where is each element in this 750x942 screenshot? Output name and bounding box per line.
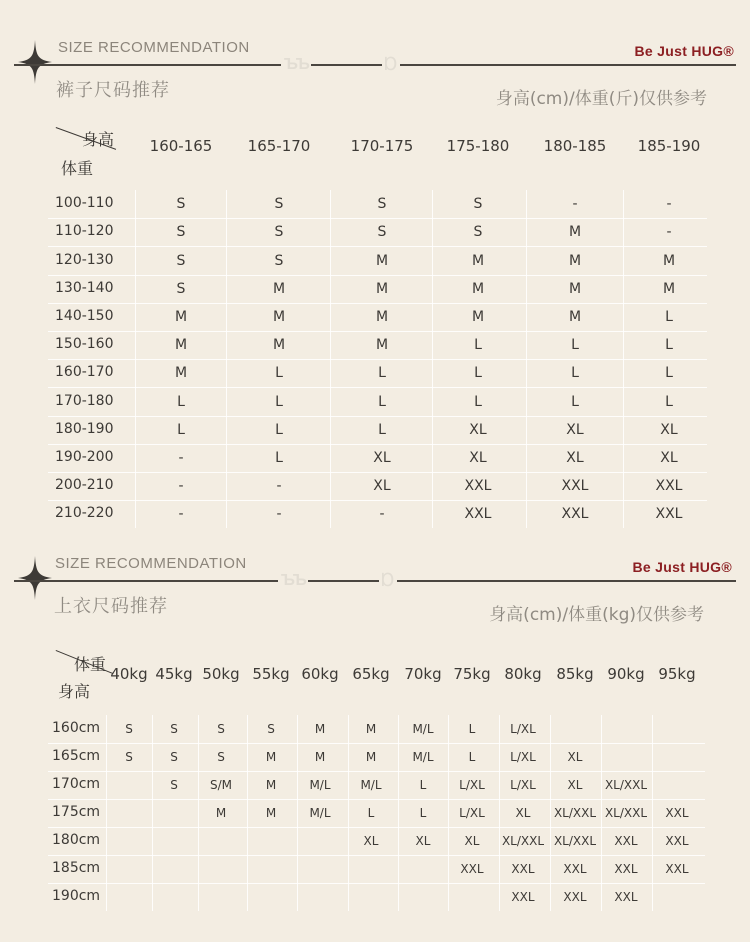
size-cell: S [170, 778, 178, 792]
corner-top-label: 体重 [74, 655, 107, 674]
sparkle-icon [18, 556, 52, 600]
size-cell: XXL [665, 834, 689, 848]
row-label: 150-160 [55, 336, 114, 353]
grid-col-divider [330, 190, 331, 528]
size-cell: L [665, 365, 673, 382]
size-cell: S [274, 224, 284, 241]
size-cell: M [375, 337, 389, 354]
grid-row-divider [48, 855, 705, 856]
size-cell: XL [469, 449, 487, 466]
size-cell: XL [373, 478, 391, 495]
size-cell: L [665, 337, 673, 354]
size-cell: S [125, 722, 133, 736]
size-cell: XL [469, 421, 487, 438]
column-header: 85kg [556, 665, 594, 683]
size-cell: M [272, 337, 286, 354]
size-cell: L/XL [510, 750, 536, 764]
size-cell: XXL [655, 478, 683, 495]
grid-col-divider [152, 715, 153, 911]
size-cell: XL/XXL [553, 834, 597, 848]
grid-row-divider [48, 500, 707, 501]
size-cell: S/M [209, 778, 232, 792]
header-rule [14, 580, 736, 582]
column-header: 75kg [453, 665, 491, 683]
size-cell: L [468, 722, 476, 736]
size-cell: - [379, 506, 385, 523]
size-cell: - [276, 506, 282, 523]
size-cell: S [267, 722, 275, 736]
size-cell: L [419, 806, 427, 820]
column-header: 80kg [504, 665, 542, 683]
header-rule [14, 64, 736, 66]
size-cell: S [377, 224, 387, 241]
size-cell: XXL [563, 862, 587, 876]
size-cell: S [377, 196, 387, 213]
size-cell: L [275, 365, 283, 382]
watermark-mark: ЪЪ [281, 56, 311, 74]
size-cell: XXL [614, 862, 638, 876]
row-label: 110-120 [55, 223, 114, 240]
corner-bottom-label: 体重 [61, 159, 94, 178]
grid-row-divider [48, 827, 705, 828]
size-cell: L [378, 393, 386, 410]
size-cell: M [265, 750, 277, 764]
column-header: 50kg [202, 665, 240, 683]
size-cell: M [568, 252, 582, 269]
size-cell: L [177, 421, 185, 438]
row-label: 180cm [52, 832, 101, 848]
tops-size-section [0, 540, 750, 942]
size-cell: M [662, 252, 676, 269]
row-label: 160cm [52, 720, 101, 736]
size-cell: - [666, 224, 672, 241]
size-cell: M [174, 365, 188, 382]
size-cell: S [170, 750, 178, 764]
size-cell: XXL [561, 478, 589, 495]
size-cell: L/XL [459, 806, 485, 820]
size-cell: XXL [464, 506, 492, 523]
grid-col-divider [226, 190, 227, 528]
size-cell: L/XL [510, 778, 536, 792]
size-cell: L [419, 778, 427, 792]
corner-top-label: 身高 [82, 130, 115, 149]
size-cell: M [568, 308, 582, 325]
grid-row-divider [48, 743, 705, 744]
row-label: 185cm [52, 860, 101, 876]
size-cell: M [471, 252, 485, 269]
size-cell: L [378, 421, 386, 438]
size-cell: - [276, 478, 282, 495]
size-cell: XL [566, 421, 584, 438]
watermark-mark: Ɒ [384, 54, 399, 74]
size-cell: S [176, 196, 186, 213]
grid-row-divider [48, 771, 705, 772]
column-header: 180-185 [543, 137, 607, 155]
size-cell: M [568, 280, 582, 297]
size-cell: L [665, 308, 673, 325]
column-header: 65kg [352, 665, 390, 683]
size-cell: - [178, 478, 184, 495]
size-cell: L [378, 365, 386, 382]
reference-note: 身高(cm)/体重(斤)仅供参考 [495, 89, 707, 109]
size-cell: L [571, 365, 579, 382]
row-label: 170cm [52, 776, 101, 792]
size-cell: - [572, 196, 578, 213]
table-corner-header [56, 127, 136, 178]
row-label: 175cm [52, 804, 101, 820]
size-cell: - [666, 196, 672, 213]
size-cell: XL [567, 750, 583, 764]
size-cell: M [314, 750, 326, 764]
size-cell: M [215, 806, 227, 820]
sparkle-icon [18, 40, 52, 84]
size-cell: XXL [655, 506, 683, 523]
grid-row-divider [48, 359, 707, 360]
page-title: 上衣尺码推荐 [54, 596, 168, 617]
row-label: 165cm [52, 748, 101, 764]
size-cell: M/L [360, 778, 382, 792]
size-cell: M [174, 308, 188, 325]
size-cell: XL [415, 834, 431, 848]
size-cell: XXL [614, 890, 638, 904]
size-cell: S [217, 722, 225, 736]
size-cell: XL/XXL [501, 834, 545, 848]
size-cell: M [471, 308, 485, 325]
watermark-mark: ЪЪ [278, 572, 308, 590]
watermark-mark: Ɒ [381, 570, 396, 590]
size-cell: L [367, 806, 375, 820]
brand-logo: Be Just HUG® [632, 559, 732, 575]
size-cell: L [275, 421, 283, 438]
size-cell: XL [515, 806, 531, 820]
size-cell: M [265, 778, 277, 792]
grid-col-divider [135, 190, 136, 528]
column-header: 165-170 [247, 137, 311, 155]
grid-row-divider [48, 275, 707, 276]
row-label: 190cm [52, 888, 101, 904]
size-cell: - [178, 449, 184, 466]
row-label: 140-150 [55, 307, 114, 324]
row-label: 160-170 [55, 364, 114, 381]
page-title: 裤子尺码推荐 [56, 80, 170, 101]
grid-row-divider [48, 303, 707, 304]
size-cell: S [274, 196, 284, 213]
grid-row-divider [48, 331, 707, 332]
size-cell: L/XL [459, 778, 485, 792]
size-cell: XXL [665, 862, 689, 876]
grid-col-divider [106, 715, 107, 911]
size-cell: M [471, 280, 485, 297]
column-header: 95kg [658, 665, 696, 683]
grid-row-divider [48, 387, 707, 388]
size-cell: XL [566, 449, 584, 466]
size-cell: M/L [309, 806, 331, 820]
size-cell: XL [464, 834, 480, 848]
column-header: 45kg [155, 665, 193, 683]
grid-row-divider [48, 416, 707, 417]
corner-bottom-label: 身高 [58, 682, 91, 701]
size-cell: M [662, 280, 676, 297]
row-label: 120-130 [55, 251, 114, 268]
size-cell: M [314, 722, 326, 736]
size-cell: - [178, 506, 184, 523]
size-cell: L [571, 393, 579, 410]
row-label: 170-180 [55, 392, 114, 409]
size-cell: M [272, 308, 286, 325]
size-cell: S [125, 750, 133, 764]
size-cell: L [474, 393, 482, 410]
grid-row-divider [48, 246, 707, 247]
size-cell: S [176, 224, 186, 241]
size-cell: M [265, 806, 277, 820]
grid-row-divider [48, 218, 707, 219]
size-cell: M [375, 280, 389, 297]
size-cell: S [217, 750, 225, 764]
column-header: 160-165 [149, 137, 213, 155]
size-cell: XL/XXL [553, 806, 597, 820]
size-cell: XXL [511, 890, 535, 904]
size-cell: M [174, 337, 188, 354]
size-cell: S [473, 196, 483, 213]
size-cell: XL [660, 449, 678, 466]
row-label: 100-110 [55, 195, 114, 212]
section-label: SIZE RECOMMENDATION [55, 555, 247, 572]
size-cell: L [468, 750, 476, 764]
size-cell: XL/XXL [604, 778, 648, 792]
size-cell: M/L [309, 778, 331, 792]
grid-col-divider [623, 190, 624, 528]
size-cell: XXL [460, 862, 484, 876]
size-cell: M [365, 722, 377, 736]
size-cell: M/L [412, 750, 434, 764]
grid-row-divider [48, 444, 707, 445]
row-label: 200-210 [55, 477, 114, 494]
size-cell: XL [363, 834, 379, 848]
row-label: 180-190 [55, 420, 114, 437]
size-cell: S [473, 224, 483, 241]
size-cell: L [275, 449, 283, 466]
size-cell: M [375, 308, 389, 325]
size-cell: XXL [561, 506, 589, 523]
column-header: 185-190 [637, 137, 701, 155]
size-cell: XXL [511, 862, 535, 876]
size-cell: XXL [614, 834, 638, 848]
size-cell: XXL [563, 890, 587, 904]
size-cell: XXL [464, 478, 492, 495]
grid-row-divider [48, 799, 705, 800]
size-cell: S [170, 722, 178, 736]
grid-row-divider [48, 883, 705, 884]
grid-row-divider [48, 472, 707, 473]
column-header: 55kg [252, 665, 290, 683]
column-header: 175-180 [446, 137, 510, 155]
size-cell: L [474, 337, 482, 354]
size-cell: L [665, 393, 673, 410]
column-header: 90kg [607, 665, 645, 683]
size-cell: L [571, 337, 579, 354]
column-header: 70kg [404, 665, 442, 683]
size-cell: XL [660, 421, 678, 438]
row-label: 210-220 [55, 505, 114, 522]
section-label: SIZE RECOMMENDATION [58, 39, 250, 56]
column-header: 40kg [110, 665, 148, 683]
size-cell: XL [567, 778, 583, 792]
grid-col-divider [432, 190, 433, 528]
size-cell: L [177, 393, 185, 410]
column-header: 60kg [301, 665, 339, 683]
size-cell: S [176, 252, 186, 269]
size-cell: M [365, 750, 377, 764]
size-cell: M [272, 280, 286, 297]
brand-logo: Be Just HUG® [634, 43, 734, 59]
size-cell: XL [373, 449, 391, 466]
size-cell: S [176, 280, 186, 297]
size-cell: M [375, 252, 389, 269]
row-label: 130-140 [55, 279, 114, 296]
size-cell: L [474, 365, 482, 382]
size-cell: M [568, 224, 582, 241]
grid-col-divider [526, 190, 527, 528]
row-label: 190-200 [55, 448, 114, 465]
size-cell: L [275, 393, 283, 410]
size-cell: XL/XXL [604, 806, 648, 820]
reference-note: 身高(cm)/体重(kg)仅供参考 [489, 605, 704, 625]
size-cell: M/L [412, 722, 434, 736]
column-header: 170-175 [350, 137, 414, 155]
size-cell: L/XL [510, 722, 536, 736]
size-cell: S [274, 252, 284, 269]
size-cell: XXL [665, 806, 689, 820]
